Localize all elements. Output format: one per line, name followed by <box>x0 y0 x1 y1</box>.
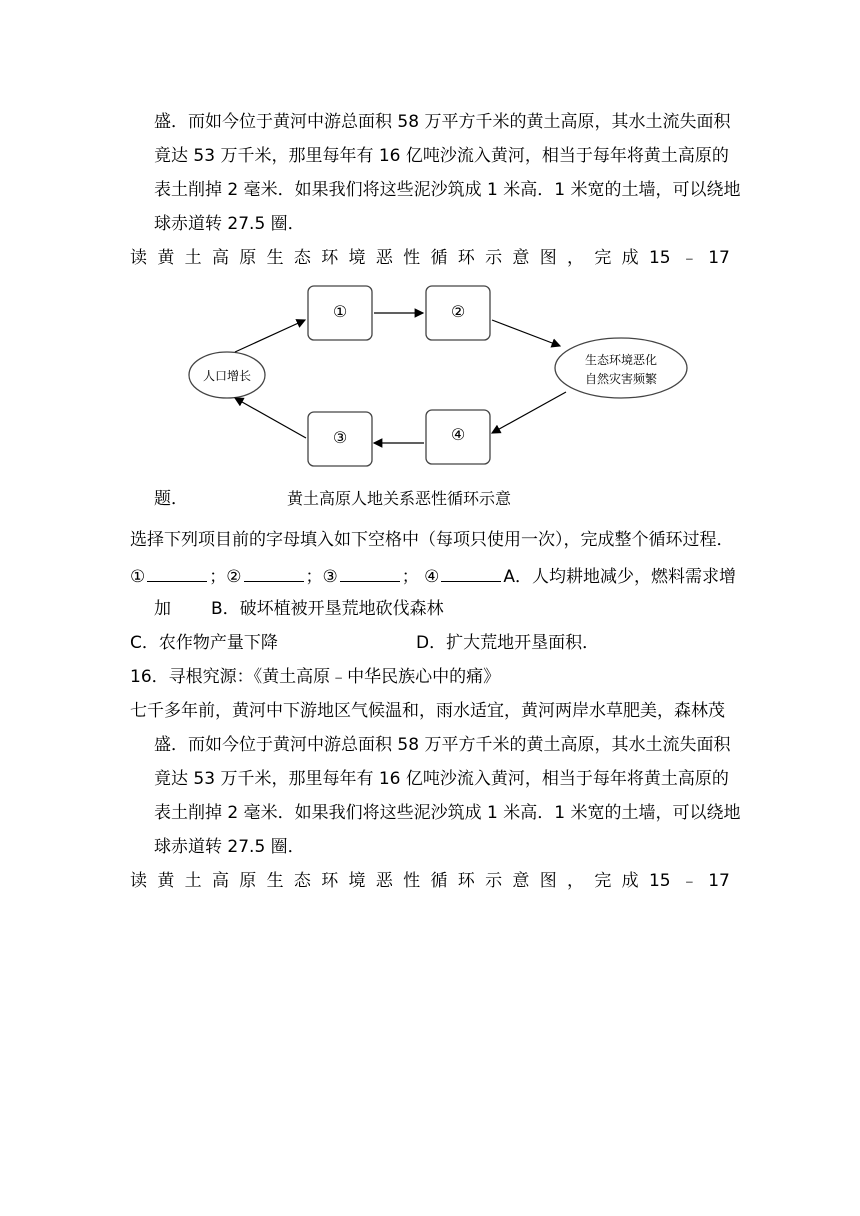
read-char: 原 <box>239 248 257 268</box>
box-2-label: ② <box>450 302 466 321</box>
paragraph-line: 表土削掉 2 毫米．如果我们将这些泥沙筑成 1 米高．1 米宽的土墙，可以绕地 <box>154 803 741 823</box>
read-char: 态 <box>293 248 311 268</box>
read-char: 性 <box>403 871 421 891</box>
population-label: 人口增长 <box>202 369 252 383</box>
box-1-label: ① <box>332 302 348 321</box>
option-b: B．破坏植被开垦荒地砍伐森林 <box>211 599 444 619</box>
box-4-label: ④ <box>450 425 466 444</box>
read-char: 15 <box>648 871 671 891</box>
eco-label-1: 生态环境恶化 <box>584 353 658 367</box>
paragraph-line: 盛．而如今位于黄河中游总面积 58 万平方千米的黄土高原，其水土流失面积 <box>154 735 731 755</box>
read-char: 读 <box>130 871 147 891</box>
paragraph-line: 球赤道转 27.5 圈． <box>154 837 305 857</box>
read-char: ， <box>567 871 584 891</box>
paragraph-line: 球赤道转 27.5 圈． <box>154 214 305 234</box>
paragraph-line: 竟达 53 万千米，那里每年有 16 亿吨沙流入黄河，相当于每年将黄土高原的 <box>154 146 729 166</box>
read-char: 黄 <box>157 248 175 268</box>
eco-ellipse <box>555 338 687 398</box>
read-char: 生 <box>266 248 284 268</box>
read-char: 原 <box>239 871 257 891</box>
blanks-line <box>130 565 736 587</box>
read-char: 环 <box>457 248 475 268</box>
read-char: 成 <box>621 248 639 268</box>
read-char: 示 <box>485 871 503 891</box>
question-instruction: 选择下列项目前的字母填入如下空格中（每项只使用一次），完成整个循环过程． <box>130 530 734 550</box>
read-char: ﹣ <box>680 871 698 891</box>
read-char: ， <box>567 248 584 268</box>
read-char: 态 <box>293 871 311 891</box>
read-instruction-line <box>130 871 730 891</box>
read-char: 黄 <box>157 871 175 891</box>
arrow-pop-to-1 <box>235 320 305 352</box>
read-instruction-line <box>130 248 730 268</box>
read-char: 意 <box>512 248 530 268</box>
read-char: 土 <box>184 871 202 891</box>
read-char: 15 <box>648 248 671 268</box>
paragraph-line: 七千多年前，黄河中下游地区气候温和，雨水适宜，黄河两岸水草肥美，森林茂 <box>130 701 725 721</box>
read-char: 环 <box>457 871 475 891</box>
option-a: A．人均耕地减少，燃料需求增 <box>503 567 737 587</box>
read-char: ﹣ <box>680 248 698 268</box>
ti-text: 题． <box>154 489 188 509</box>
read-char: 示 <box>485 248 503 268</box>
read-char: 17 <box>708 871 730 891</box>
read-char: 境 <box>348 248 366 268</box>
option-d: D．扩大荒地开垦面积． <box>416 633 600 653</box>
option-a-cont <box>154 599 444 619</box>
blank-3[interactable] <box>340 565 400 582</box>
read-char: 生 <box>266 871 284 891</box>
box-3-label: ③ <box>332 428 348 447</box>
option-c: C．农作物产量下降 <box>130 633 278 653</box>
arrow-eco-to-4 <box>492 392 566 433</box>
read-char: 高 <box>211 871 229 891</box>
blank-2-label: ；② <box>209 567 242 587</box>
arrow-2-to-eco <box>492 320 560 346</box>
diagram-caption: 黄土高原人地关系恶性循环示意 <box>287 489 512 508</box>
read-char: 循 <box>430 871 448 891</box>
blank-2[interactable] <box>244 565 304 582</box>
read-char: 环 <box>321 871 339 891</box>
read-char: 高 <box>211 248 229 268</box>
read-char: 性 <box>403 248 421 268</box>
blank-1-label: ① <box>130 567 146 587</box>
cycle-diagram <box>180 280 700 510</box>
read-char: 完 <box>594 871 612 891</box>
read-char: 完 <box>594 248 612 268</box>
read-char: 恶 <box>375 871 393 891</box>
read-char: 图 <box>539 871 557 891</box>
paragraph-line: 表土削掉 2 毫米．如果我们将这些泥沙筑成 1 米高．1 米宽的土墙，可以绕地 <box>154 180 741 200</box>
read-char: 土 <box>184 248 202 268</box>
read-char: 循 <box>430 248 448 268</box>
read-char: 境 <box>348 871 366 891</box>
q16-title: 16．寻根究源：《黄土高原﹣中华民族心中的痛》 <box>130 667 501 687</box>
blank-1[interactable] <box>147 565 207 582</box>
read-char: 恶 <box>375 248 393 268</box>
paragraph-line: 盛．而如今位于黄河中游总面积 58 万平方千米的黄土高原，其水土流失面积 <box>154 112 731 132</box>
option-a-tail: 加 <box>154 599 171 619</box>
read-char: 17 <box>708 248 730 268</box>
blank-3-label: ；③ <box>305 567 338 587</box>
blank-4-label: ； ④ <box>401 567 440 587</box>
arrow-3-to-pop <box>235 398 306 438</box>
read-char: 图 <box>539 248 557 268</box>
read-char: 环 <box>321 248 339 268</box>
blank-4[interactable] <box>441 565 501 582</box>
read-char: 成 <box>621 871 639 891</box>
read-char: 意 <box>512 871 530 891</box>
read-char: 读 <box>130 248 147 268</box>
eco-label-2: 自然灾害频繁 <box>584 372 658 386</box>
paragraph-line: 竟达 53 万千米，那里每年有 16 亿吨沙流入黄河，相当于每年将黄土高原的 <box>154 769 729 789</box>
